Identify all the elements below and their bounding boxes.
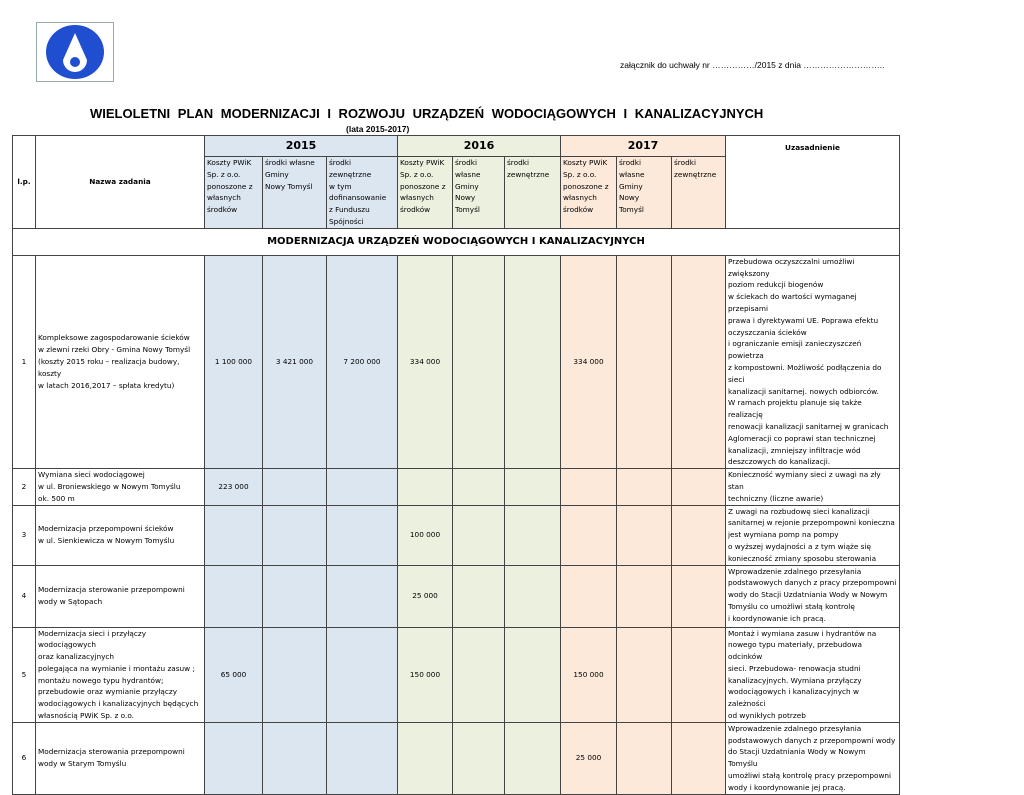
justification-line: W ramach projektu planuje się także realizację [728,398,862,420]
subheader-line: z Funduszu [329,205,370,215]
task-line: montażu nowego typu hydrantów; [38,675,164,685]
cost-cell [263,505,327,565]
justification-line: Wprowadzenie zdalnego przesyłania [728,566,862,576]
cost-cell [505,565,561,627]
row-number: 1 [13,255,36,468]
company-logo [36,22,114,82]
cost-cell [505,255,561,468]
funding-subheader [672,157,726,229]
justification-line: umożliwi stałą kontrolę pracy przepompowni [728,771,892,781]
cost-cell [453,255,505,468]
cost-cell [617,565,672,627]
justification [726,469,900,505]
cost-cell [453,565,505,627]
justification-line: i ograniczanie emisji zanieczyszczeń powietrza [728,339,862,361]
header-task-name: Nazwa zadania [36,136,205,229]
cost-cell [672,627,726,722]
cost-cell [505,722,561,794]
cost-cell [327,505,398,565]
header-justification: Uzasadnienie [726,136,900,229]
task-name [36,627,205,722]
cost-cell [263,469,327,505]
cost-cell [505,505,561,565]
justification-line: oczyszczania ścieków [728,327,807,337]
cost-cell: 3 421 000 [263,255,327,468]
cost-cell [327,722,398,794]
funding-subheader [398,157,453,229]
cost-cell [453,505,505,565]
cost-cell [505,627,561,722]
cost-cell [617,469,672,505]
subheader-line: Sp. z o.o. [563,169,597,179]
cost-cell [672,469,726,505]
subheader-line: zewnętrzne [507,169,550,179]
subheader-line: Gminy [265,169,289,179]
justification-line: kanalizacyjnych. Wymiana przyłączy [728,675,862,685]
justification-line: Z uwagi na rozbudowę sieci kanalizacji [728,506,870,516]
cost-cell [672,505,726,565]
cost-cell [327,627,398,722]
cost-cell [327,469,398,505]
justification-line: wody do Stacji Uzdatniania Wody w Nowym [728,590,888,600]
cost-cell: 1 100 000 [205,255,263,468]
task-line: wody w Sątopach [38,597,103,606]
task-line: Modernizacja sieci i przyłączy wodociągowych [38,628,147,650]
cost-cell [617,722,672,794]
subheader-line: ponoszone z [207,181,253,191]
cost-cell: 65 000 [205,627,263,722]
cost-cell [672,565,726,627]
task-line: w latach 2016,2017 – spłata kredytu) [38,380,175,390]
justification [726,722,900,794]
cost-cell [398,722,453,794]
row-number: 6 [13,722,36,794]
justification-line: Tomyślu co umożliwi stałą kontrolę [728,601,855,611]
justification-line: techniczny (liczne awarie) [728,493,824,503]
justification-line: prawa i dyrektywami UE. Poprawa efektu [728,315,879,325]
subheader-line: własnych [400,193,434,203]
table-row [13,722,900,794]
subheader-line: Koszty PWiK [207,158,252,167]
justification-line: Aglomeracji co poprawi stan technicznej [728,433,876,443]
subheader-line: środki [674,158,696,167]
task-name [36,565,205,627]
task-line: Modernizacja sterowanie przepompowni [38,585,185,595]
cost-cell [453,627,505,722]
justification [726,255,900,468]
cost-cell [453,469,505,505]
justification-line: renowacji kanalizacji sanitarnej w granicach [728,421,889,431]
cost-cell [617,505,672,565]
cost-cell: 150 000 [561,627,617,722]
justification-line: i koordynowanie ich pracą. [728,613,826,623]
task-line: przebudowie oraz wymianie przyłączy [38,687,178,697]
cost-cell [672,722,726,794]
annex-reference: załącznik do uchwały nr ……………/2015 z dnia ……………………….. [620,60,885,70]
subheader-line: ponoszone z [563,181,609,191]
subheader-line: Gminy [619,181,643,191]
justification-line: konieczność zmiany sposobu sterowania [728,553,877,563]
funding-subheader [327,157,398,229]
task-line: wody w Starym Tomyślu [38,759,127,769]
task-name [36,469,205,505]
task-name [36,255,205,468]
subheader-line: Koszty PWiK [400,158,445,167]
subheader-line: środki [507,158,529,167]
table-row [13,565,900,627]
subheader-line: zewnętrzne [674,169,717,179]
subheader-line: dofinansowanie [329,193,387,203]
cost-cell: 150 000 [398,627,453,722]
justification-line: z kompostowni. Możliwość podłączenia do sieci [728,362,882,384]
task-line: własnością PWiK Sp. z o.o. [38,711,134,721]
subheader-line: Sp. z o.o. [400,169,434,179]
subheader-line: Nowy Tomyśl [265,181,313,191]
justification [726,565,900,627]
plan-table [12,135,900,795]
subheader-line: Spójności [329,216,364,226]
justification-line: deszczowych do kanalizacji. [728,457,831,467]
justification-line: wodociągowych i kanalizacyjnych w zależności [728,687,859,709]
justification-line: podstawowych danych z przepompowni wody [728,735,896,745]
subheader-line: Sp. z o.o. [207,169,241,179]
document-title: WIELOLETNI PLAN MODERNIZACJI I ROZWOJU URZĄDZEŃ WODOCIĄGOWYCH I KANALIZACYJNYCH [90,106,764,121]
justification-line: Montaż i wymiana zasuw i hydrantów na [728,628,877,638]
justification-line: sieci. Przebudowa- renowacja studni [728,663,861,673]
subheader-line: środków [207,205,238,215]
subheader-line: środków [563,205,594,215]
funding-subheader [263,157,327,229]
cost-cell [263,627,327,722]
subheader-line: ponoszone z [400,181,446,191]
cost-cell [617,255,672,468]
subheader-line: własnych [207,193,241,203]
justification-line: o wyższej wydajności a z tym wiąże się [728,541,872,551]
cost-cell [263,565,327,627]
cost-cell [505,469,561,505]
justification-line: od wynikłych potrzeb [728,711,806,721]
cost-cell [672,255,726,468]
justification-line: podstawowych danych z pracy przepompowni [728,578,897,588]
table-row [13,505,900,565]
subheader-line: środki własne [265,158,315,167]
funding-subheader [561,157,617,229]
row-number: 3 [13,505,36,565]
row-number: 4 [13,565,36,627]
funding-subheader [205,157,263,229]
funding-subheader [453,157,505,229]
task-line: wodociągowych i kanalizacyjnych będących [38,699,199,709]
justification [726,627,900,722]
header-lp: l.p. [13,136,36,229]
cost-cell: 25 000 [561,722,617,794]
cost-cell: 100 000 [398,505,453,565]
subheader-line: własnych [563,193,597,203]
row-number: 2 [13,469,36,505]
subheader-line: w tym [329,181,352,191]
subheader-line: Gminy [455,181,479,191]
subheader-line: Nowy [619,193,640,203]
cost-cell [205,722,263,794]
cost-cell [205,565,263,627]
funding-subheader [505,157,561,229]
justification-line: wody i koordynowanie jej pracą. [728,782,846,792]
task-line: oraz kanalizacyjnych [38,652,115,662]
cost-cell [205,505,263,565]
justification-line: Wprowadzenie zdalnego przesyłania [728,723,862,733]
section-title: MODERNIZACJA URZĄDZEŃ WODOCIĄGOWYCH I KANALIZACYJNYCH [13,228,900,255]
cost-cell: 7 200 000 [327,255,398,468]
subheader-line: Koszty PWiK [563,158,608,167]
justification-line: kanalizacji, zmniejszy infiltracje wód [728,445,861,455]
task-name [36,722,205,794]
cost-cell [327,565,398,627]
table-row [13,627,900,722]
task-line: polegająca na wymianie i montażu zasuw ; [38,663,195,673]
cost-cell: 334 000 [561,255,617,468]
cost-cell [561,565,617,627]
subheader-line: Tomyśl [619,205,644,215]
task-line: w ul. Sienkiewicza w Nowym Tomyślu [38,536,175,545]
justification [726,505,900,565]
cost-cell [617,627,672,722]
justification-line: sanitarnej w rejonie przepompowni konieczna [728,518,895,528]
table-row [13,469,900,505]
cost-cell [398,469,453,505]
task-line: Kompleksowe zagospodarowanie ścieków [38,333,190,343]
justification-line: do Stacji Uzdatniania Wody w Nowym Tomyślu [728,747,866,769]
subheader-line: Nowy Tomyśl [455,193,480,215]
task-line: w ul. Broniewskiego w Nowym Tomyślu [38,481,181,491]
justification-line: kanalizacji sanitarnej. nowych odbiorców. [728,386,879,396]
year-header-2015: 2015 [205,136,398,157]
cost-cell: 334 000 [398,255,453,468]
section-row [13,228,900,255]
task-name [36,505,205,565]
justification-line: jest wymiana pomp na pompy [728,530,839,540]
justification-line: nowego typu materiały, przebudowa odcinków [728,640,862,662]
subheader-line: środków [400,205,431,215]
subheader-line: środki [619,158,641,167]
task-line: Modernizacja przepompowni ścieków [38,524,174,534]
justification-line: w ściekach do wartości wymaganej przepisami [728,292,857,313]
cost-cell [453,722,505,794]
funding-subheader [617,157,672,229]
task-line: ok. 500 m [38,493,75,503]
cost-cell [263,722,327,794]
cost-cell: 25 000 [398,565,453,627]
subheader-line: własne [619,169,645,179]
subheader-line: środki zewnętrzne [329,158,372,179]
table-row [13,255,900,468]
justification-line: Przebudowa oczyszczalni umożliwi zwiększony [728,256,855,278]
task-line: Modernizacja sterowania przepompowni [38,747,185,757]
row-number: 5 [13,627,36,722]
justification-line: poziom redukcji biogenów [728,280,824,290]
cost-cell: 223 000 [205,469,263,505]
task-line: w zlewni rzeki Obry - Gmina Nowy Tomyśl [38,345,191,355]
task-line: (koszty 2015 roku – realizacja budowy, koszty [38,357,180,378]
header-row-years [13,136,900,157]
justification-line: Konieczność wymiany sieci z uwagi na zły stan [728,470,881,491]
year-header-2016: 2016 [398,136,561,157]
task-line: Wymiana sieci wodociągowej [38,470,145,480]
subheader-line: środki własne [455,158,481,179]
year-header-2017: 2017 [561,136,726,157]
cost-cell [561,505,617,565]
document-subtitle: (lata 2015-2017) [346,124,410,134]
cost-cell [561,469,617,505]
